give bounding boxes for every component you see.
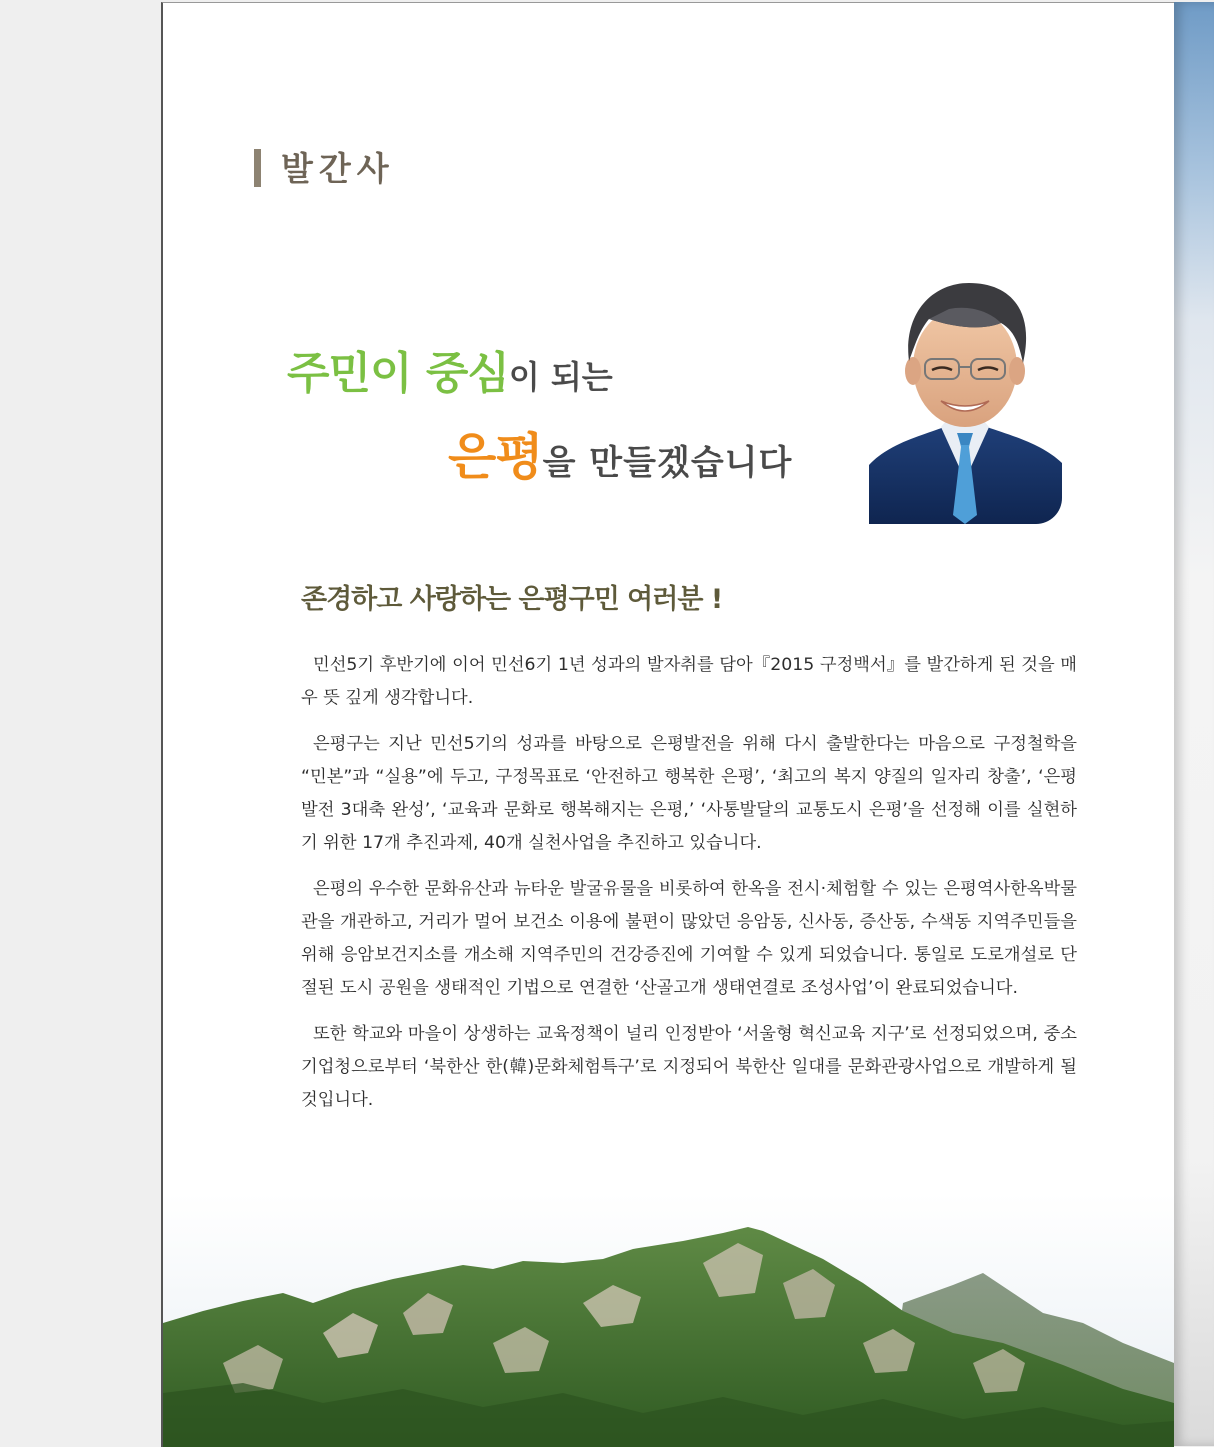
paragraph-3: 은평의 우수한 문화유산과 뉴타운 발굴유물을 비롯하여 한옥을 전시·체험할 수 있는 은평역사한옥박물관을 개관하고, 거리가 멀어 보건소 이용에 불편이 많았던 응암동, 신사동, 증산동, 수색동 지역주민들을 위해 응암보건지소를 개소해 지역주민의 건강증진에 기여할 수 있게 되었습니다. 통일로 도로개설로 단절된 도시 공원을 생태적인 기법으로 연결한 ‘산골고개 생태연결로 조성사업’이 완료되었습니다. bbox=[301, 879, 1077, 998]
body-text bbox=[301, 649, 1077, 1130]
headline-line-2 bbox=[448, 417, 792, 489]
paragraph-1: 민선5기 후반기에 이어 민선6기 1년 성과의 발자취를 담아『2015 구정백서』를 발간하게 된 것을 매우 뜻 깊게 생각합니다. bbox=[301, 655, 1077, 708]
mayor-portrait-illustration bbox=[869, 275, 1062, 524]
greeting-heading: 존경하고 사랑하는 은평구민 여러분 ! bbox=[301, 584, 723, 615]
headline-line-2-highlight: 은평 bbox=[448, 428, 543, 486]
headline-line-2-rest: 을 만들겠습니다 bbox=[542, 443, 793, 483]
headline-line-1-highlight: 주민이 중심 bbox=[287, 348, 509, 399]
section-marker-bar bbox=[254, 149, 261, 187]
headline-line-1-rest: 이 되는 bbox=[508, 358, 613, 396]
mayor-portrait bbox=[869, 275, 1062, 524]
next-page-edge bbox=[1172, 2, 1214, 1446]
paragraph-2: 은평구는 지난 민선5기의 성과를 바탕으로 은평발전을 위해 다시 출발한다는 마음으로 구정철학을 “민본”과 “실용”에 두고, 구정목표로 ‘안전하고 행복한 은평’, ‘최고의 복지 양질의 일자리 창출’, ‘은평발전 3대축 완성’, ‘교육과 문화로 행복해지는 은평,’ ‘사통발달의 교통도시 은평’을 선정해 이를 실현하기 위한 17개 추진과제, 40개 실천사업을 추진하고 있습니다. bbox=[301, 734, 1077, 853]
document-page bbox=[161, 2, 1174, 1447]
headline-line-1 bbox=[287, 337, 613, 401]
section-title: 발간사 bbox=[281, 149, 395, 188]
bukhansan-mountain-image bbox=[163, 1193, 1174, 1447]
paragraph-4: 또한 학교와 마을이 상생하는 교육정책이 널리 인정받아 ‘서울형 혁신교육 지구’로 선정되었으며, 중소기업청으로부터 ‘북한산 한(韓)문화체험특구’로 지정되어 북한산 일대를 문화관광사업으로 개발하게 될 것입니다. bbox=[301, 1024, 1077, 1110]
